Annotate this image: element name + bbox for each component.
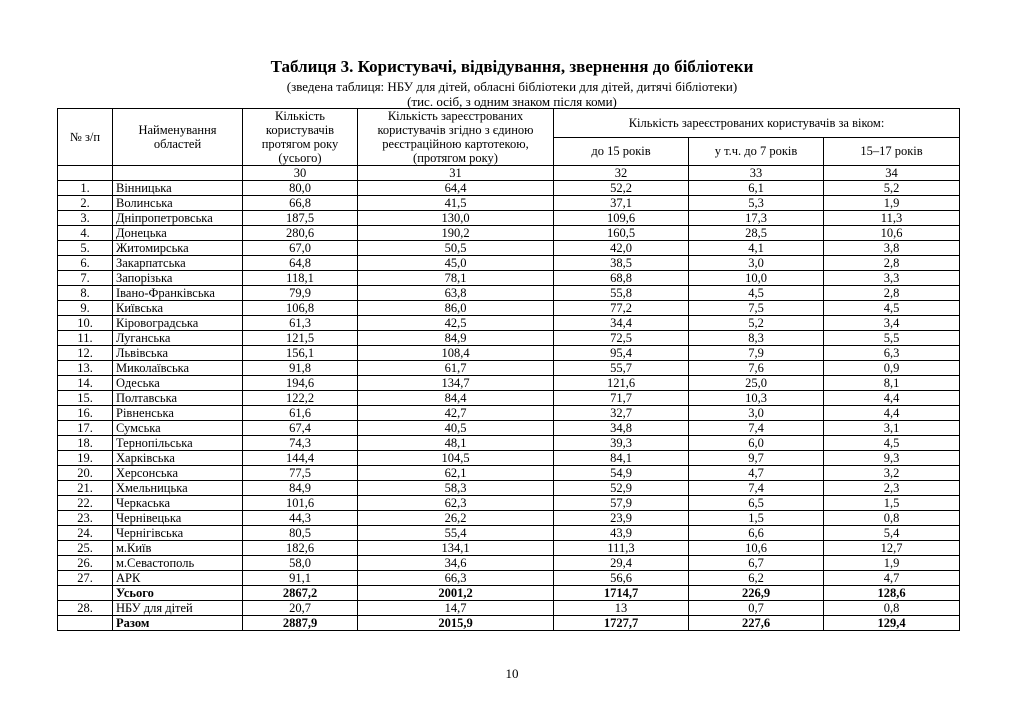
cell-c32: 38,5 xyxy=(554,256,689,271)
cell-c30: 61,6 xyxy=(243,406,358,421)
cell-c34: 1,9 xyxy=(824,196,960,211)
cell-no: 27. xyxy=(58,571,113,586)
cell-c30: 118,1 xyxy=(243,271,358,286)
cell-c32: 121,6 xyxy=(554,376,689,391)
header-no: № з/п xyxy=(58,109,113,166)
page-number: 10 xyxy=(505,666,519,681)
cell-name: Одеська xyxy=(113,376,243,391)
cell-c34: 4,5 xyxy=(824,301,960,316)
cell-c31: 84,4 xyxy=(358,391,554,406)
cell-name: Сумська xyxy=(113,421,243,436)
cell-c32: 42,0 xyxy=(554,241,689,256)
cell-c34: 1,9 xyxy=(824,556,960,571)
cell-c34: 0,8 xyxy=(824,601,960,616)
cell-c34: 128,6 xyxy=(824,586,960,601)
cell-c34: 9,3 xyxy=(824,451,960,466)
table-row xyxy=(58,541,960,556)
cell-c30: 61,3 xyxy=(243,316,358,331)
cell-c33: 7,5 xyxy=(689,301,824,316)
cell-c34: 3,4 xyxy=(824,316,960,331)
cell-no: 1. xyxy=(58,181,113,196)
cell-no: 16. xyxy=(58,406,113,421)
cell-name: Донецька xyxy=(113,226,243,241)
cell-c31: 45,0 xyxy=(358,256,554,271)
cell-c30: 156,1 xyxy=(243,346,358,361)
cell-c34: 5,5 xyxy=(824,331,960,346)
header-users: Кількість користувачів протягом року (усього) xyxy=(243,109,358,166)
table-row xyxy=(58,301,960,316)
cell-c32: 55,7 xyxy=(554,361,689,376)
cell-c31: 62,1 xyxy=(358,466,554,481)
cell-c33: 3,0 xyxy=(689,256,824,271)
table-row xyxy=(58,211,960,226)
cell-c31: 58,3 xyxy=(358,481,554,496)
cell-no: 25. xyxy=(58,541,113,556)
cell-c30: 144,4 xyxy=(243,451,358,466)
cell-name: Хмельницька xyxy=(113,481,243,496)
table-title: Таблиця 3. Користувачі, відвідування, звернення до бібліотеки xyxy=(270,57,754,76)
cell-c30: 66,8 xyxy=(243,196,358,211)
cell-c34: 4,4 xyxy=(824,391,960,406)
cell-c30: 194,6 xyxy=(243,376,358,391)
cell-c34: 3,3 xyxy=(824,271,960,286)
cell-c33: 8,3 xyxy=(689,331,824,346)
cell-c33: 6,7 xyxy=(689,556,824,571)
table-row xyxy=(58,391,960,406)
cell-c33: 17,3 xyxy=(689,211,824,226)
cell-c30: 91,1 xyxy=(243,571,358,586)
cell-no: 10. xyxy=(58,316,113,331)
cell-name: Полтавська xyxy=(113,391,243,406)
cell-c32: 95,4 xyxy=(554,346,689,361)
table-row xyxy=(58,601,960,616)
cell-c32: 32,7 xyxy=(554,406,689,421)
cell-c34: 1,5 xyxy=(824,496,960,511)
cell-c33: 10,6 xyxy=(689,541,824,556)
cell-c31: 63,8 xyxy=(358,286,554,301)
column-number: 33 xyxy=(689,166,824,181)
cell-c34: 11,3 xyxy=(824,211,960,226)
cell-name: Закарпатська xyxy=(113,256,243,271)
cell-c33: 227,6 xyxy=(689,616,824,631)
cell-c33: 4,7 xyxy=(689,466,824,481)
cell-c33: 226,9 xyxy=(689,586,824,601)
cell-c30: 106,8 xyxy=(243,301,358,316)
cell-c33: 6,5 xyxy=(689,496,824,511)
cell-c31: 2001,2 xyxy=(358,586,554,601)
cell-no: 9. xyxy=(58,301,113,316)
cell-c30: 182,6 xyxy=(243,541,358,556)
cell-c30: 74,3 xyxy=(243,436,358,451)
cell-no xyxy=(58,616,113,631)
table-row xyxy=(58,511,960,526)
table-row xyxy=(58,196,960,211)
cell-c33: 7,4 xyxy=(689,421,824,436)
cell-name: м.Севастополь xyxy=(113,556,243,571)
cell-c34: 4,5 xyxy=(824,436,960,451)
table-row xyxy=(58,331,960,346)
cell-name: Волинська xyxy=(113,196,243,211)
table-row xyxy=(58,556,960,571)
cell-c33: 3,0 xyxy=(689,406,824,421)
cell-name: НБУ для дітей xyxy=(113,601,243,616)
cell-name: Кіровоградська xyxy=(113,316,243,331)
cell-c31: 108,4 xyxy=(358,346,554,361)
cell-name: Миколаївська xyxy=(113,361,243,376)
header-by-age: Кількість зареєстрованих користувачів за віком: xyxy=(554,109,960,138)
cell-name: АРК xyxy=(113,571,243,586)
cell-c33: 25,0 xyxy=(689,376,824,391)
table-row xyxy=(58,241,960,256)
cell-c33: 10,0 xyxy=(689,271,824,286)
cell-c30: 187,5 xyxy=(243,211,358,226)
cell-no: 5. xyxy=(58,241,113,256)
cell-name: Запорізька xyxy=(113,271,243,286)
cell-c30: 67,4 xyxy=(243,421,358,436)
cell-c30: 20,7 xyxy=(243,601,358,616)
cell-c34: 129,4 xyxy=(824,616,960,631)
cell-c33: 6,6 xyxy=(689,526,824,541)
cell-c31: 78,1 xyxy=(358,271,554,286)
cell-c32: 37,1 xyxy=(554,196,689,211)
cell-no: 3. xyxy=(58,211,113,226)
header-registered: Кількість зареєстрованих користувачів згідно з єдиною реєстраційною картотекою, (протягом року) xyxy=(358,109,554,166)
cell-name: м.Київ xyxy=(113,541,243,556)
cell-c30: 2867,2 xyxy=(243,586,358,601)
column-number-row xyxy=(58,166,960,181)
cell-name: Дніпропетровська xyxy=(113,211,243,226)
grand-total-row xyxy=(58,616,960,631)
table-row xyxy=(58,526,960,541)
cell-c30: 121,5 xyxy=(243,331,358,346)
cell-name: Тернопільська xyxy=(113,436,243,451)
cell-c32: 71,7 xyxy=(554,391,689,406)
cell-c30: 84,9 xyxy=(243,481,358,496)
header-name: Найменування областей xyxy=(113,109,243,166)
cell-c32: 43,9 xyxy=(554,526,689,541)
cell-c32: 109,6 xyxy=(554,211,689,226)
cell-name: Львівська xyxy=(113,346,243,361)
cell-c31: 64,4 xyxy=(358,181,554,196)
cell-c30: 64,8 xyxy=(243,256,358,271)
cell-c31: 41,5 xyxy=(358,196,554,211)
cell-no: 28. xyxy=(58,601,113,616)
table-row xyxy=(58,481,960,496)
cell-name: Усього xyxy=(113,586,243,601)
header-age-under-15: до 15 років xyxy=(554,137,689,166)
cell-c32: 84,1 xyxy=(554,451,689,466)
cell-no: 7. xyxy=(58,271,113,286)
table-row xyxy=(58,346,960,361)
cell-no: 6. xyxy=(58,256,113,271)
cell-name: Харківська xyxy=(113,451,243,466)
cell-c32: 52,9 xyxy=(554,481,689,496)
cell-c33: 6,0 xyxy=(689,436,824,451)
cell-c30: 80,0 xyxy=(243,181,358,196)
cell-c31: 61,7 xyxy=(358,361,554,376)
cell-c30: 77,5 xyxy=(243,466,358,481)
table-row xyxy=(58,466,960,481)
cell-c33: 6,1 xyxy=(689,181,824,196)
table-row xyxy=(58,496,960,511)
cell-c33: 7,4 xyxy=(689,481,824,496)
cell-c31: 26,2 xyxy=(358,511,554,526)
cell-no: 4. xyxy=(58,226,113,241)
cell-c31: 14,7 xyxy=(358,601,554,616)
cell-c32: 23,9 xyxy=(554,511,689,526)
cell-c34: 12,7 xyxy=(824,541,960,556)
cell-c31: 48,1 xyxy=(358,436,554,451)
cell-c32: 111,3 xyxy=(554,541,689,556)
cell-c33: 6,2 xyxy=(689,571,824,586)
cell-c34: 3,8 xyxy=(824,241,960,256)
statistics-table xyxy=(57,108,960,631)
cell-no: 23. xyxy=(58,511,113,526)
cell-name: Івано-Франківська xyxy=(113,286,243,301)
cell-c30: 67,0 xyxy=(243,241,358,256)
cell-c34: 3,2 xyxy=(824,466,960,481)
table-row xyxy=(58,256,960,271)
cell-no: 2. xyxy=(58,196,113,211)
cell-no: 24. xyxy=(58,526,113,541)
cell-c33: 5,3 xyxy=(689,196,824,211)
table-row xyxy=(58,451,960,466)
table-row xyxy=(58,316,960,331)
cell-no: 22. xyxy=(58,496,113,511)
cell-c34: 10,6 xyxy=(824,226,960,241)
cell-c31: 84,9 xyxy=(358,331,554,346)
cell-name: Чернігівська xyxy=(113,526,243,541)
cell-c30: 44,3 xyxy=(243,511,358,526)
table-row xyxy=(58,361,960,376)
cell-c31: 62,3 xyxy=(358,496,554,511)
cell-c31: 66,3 xyxy=(358,571,554,586)
cell-c30: 80,5 xyxy=(243,526,358,541)
table-row xyxy=(58,406,960,421)
subtotal-row xyxy=(58,586,960,601)
cell-no: 8. xyxy=(58,286,113,301)
cell-c31: 190,2 xyxy=(358,226,554,241)
cell-c33: 4,1 xyxy=(689,241,824,256)
cell-c31: 34,6 xyxy=(358,556,554,571)
cell-c31: 130,0 xyxy=(358,211,554,226)
cell-name: Київська xyxy=(113,301,243,316)
cell-c34: 0,8 xyxy=(824,511,960,526)
cell-c33: 7,9 xyxy=(689,346,824,361)
table-row xyxy=(58,226,960,241)
cell-c34: 8,1 xyxy=(824,376,960,391)
cell-c30: 101,6 xyxy=(243,496,358,511)
cell-no: 14. xyxy=(58,376,113,391)
cell-c32: 77,2 xyxy=(554,301,689,316)
column-number: 34 xyxy=(824,166,960,181)
table-row xyxy=(58,571,960,586)
cell-c31: 55,4 xyxy=(358,526,554,541)
cell-c32: 34,8 xyxy=(554,421,689,436)
table-row xyxy=(58,181,960,196)
column-number: 30 xyxy=(243,166,358,181)
cell-c32: 72,5 xyxy=(554,331,689,346)
table-body xyxy=(58,181,960,631)
cell-no: 18. xyxy=(58,436,113,451)
cell-c31: 40,5 xyxy=(358,421,554,436)
table-row xyxy=(58,286,960,301)
cell-c32: 1727,7 xyxy=(554,616,689,631)
table-subtitle: (зведена таблиця: НБУ для дітей, обласні бібліотеки для дітей, дитячі бібліотеки) xyxy=(286,79,738,94)
units-note: (тис. осіб, з одним знаком після коми) xyxy=(407,94,617,109)
cell-c34: 2,3 xyxy=(824,481,960,496)
cell-c34: 0,9 xyxy=(824,361,960,376)
cell-name: Рівненська xyxy=(113,406,243,421)
cell-c34: 5,2 xyxy=(824,181,960,196)
cell-c31: 42,5 xyxy=(358,316,554,331)
cell-c33: 9,7 xyxy=(689,451,824,466)
cell-c31: 2015,9 xyxy=(358,616,554,631)
cell-c32: 54,9 xyxy=(554,466,689,481)
header-age-under-7: у т.ч. до 7 років xyxy=(689,137,824,166)
cell-c32: 55,8 xyxy=(554,286,689,301)
cell-c34: 2,8 xyxy=(824,256,960,271)
cell-name: Черкаська xyxy=(113,496,243,511)
cell-c32: 13 xyxy=(554,601,689,616)
cell-c34: 4,4 xyxy=(824,406,960,421)
cell-c30: 2887,9 xyxy=(243,616,358,631)
cell-c34: 6,3 xyxy=(824,346,960,361)
cell-c33: 0,7 xyxy=(689,601,824,616)
cell-c32: 39,3 xyxy=(554,436,689,451)
cell-no xyxy=(58,586,113,601)
cell-no: 11. xyxy=(58,331,113,346)
cell-no: 15. xyxy=(58,391,113,406)
cell-c31: 104,5 xyxy=(358,451,554,466)
cell-no: 12. xyxy=(58,346,113,361)
cell-no: 17. xyxy=(58,421,113,436)
cell-name: Разом xyxy=(113,616,243,631)
cell-c32: 34,4 xyxy=(554,316,689,331)
cell-c32: 68,8 xyxy=(554,271,689,286)
cell-no: 13. xyxy=(58,361,113,376)
cell-c30: 280,6 xyxy=(243,226,358,241)
cell-no: 20. xyxy=(58,466,113,481)
cell-name: Херсонська xyxy=(113,466,243,481)
cell-c31: 134,7 xyxy=(358,376,554,391)
table-row xyxy=(58,421,960,436)
cell-c33: 4,5 xyxy=(689,286,824,301)
cell-c32: 52,2 xyxy=(554,181,689,196)
cell-c32: 29,4 xyxy=(554,556,689,571)
cell-c33: 28,5 xyxy=(689,226,824,241)
cell-name: Вінницька xyxy=(113,181,243,196)
cell-c31: 134,1 xyxy=(358,541,554,556)
cell-no: 21. xyxy=(58,481,113,496)
table-row xyxy=(58,436,960,451)
cell-c32: 160,5 xyxy=(554,226,689,241)
cell-c30: 122,2 xyxy=(243,391,358,406)
cell-name: Луганська xyxy=(113,331,243,346)
cell-c32: 57,9 xyxy=(554,496,689,511)
table-row xyxy=(58,376,960,391)
table-row xyxy=(58,271,960,286)
column-number: 31 xyxy=(358,166,554,181)
cell-no: 19. xyxy=(58,451,113,466)
cell-c33: 10,3 xyxy=(689,391,824,406)
cell-c32: 1714,7 xyxy=(554,586,689,601)
cell-c30: 79,9 xyxy=(243,286,358,301)
column-number: 32 xyxy=(554,166,689,181)
cell-c34: 3,1 xyxy=(824,421,960,436)
cell-name: Житомирська xyxy=(113,241,243,256)
cell-c30: 91,8 xyxy=(243,361,358,376)
cell-c33: 5,2 xyxy=(689,316,824,331)
cell-c34: 4,7 xyxy=(824,571,960,586)
header-age-15-17: 15–17 років xyxy=(824,137,960,166)
cell-c31: 42,7 xyxy=(358,406,554,421)
cell-name: Чернівецька xyxy=(113,511,243,526)
cell-c33: 7,6 xyxy=(689,361,824,376)
cell-c33: 1,5 xyxy=(689,511,824,526)
cell-c31: 86,0 xyxy=(358,301,554,316)
cell-no: 26. xyxy=(58,556,113,571)
cell-c30: 58,0 xyxy=(243,556,358,571)
cell-c32: 56,6 xyxy=(554,571,689,586)
cell-c31: 50,5 xyxy=(358,241,554,256)
cell-c34: 2,8 xyxy=(824,286,960,301)
cell-c34: 5,4 xyxy=(824,526,960,541)
